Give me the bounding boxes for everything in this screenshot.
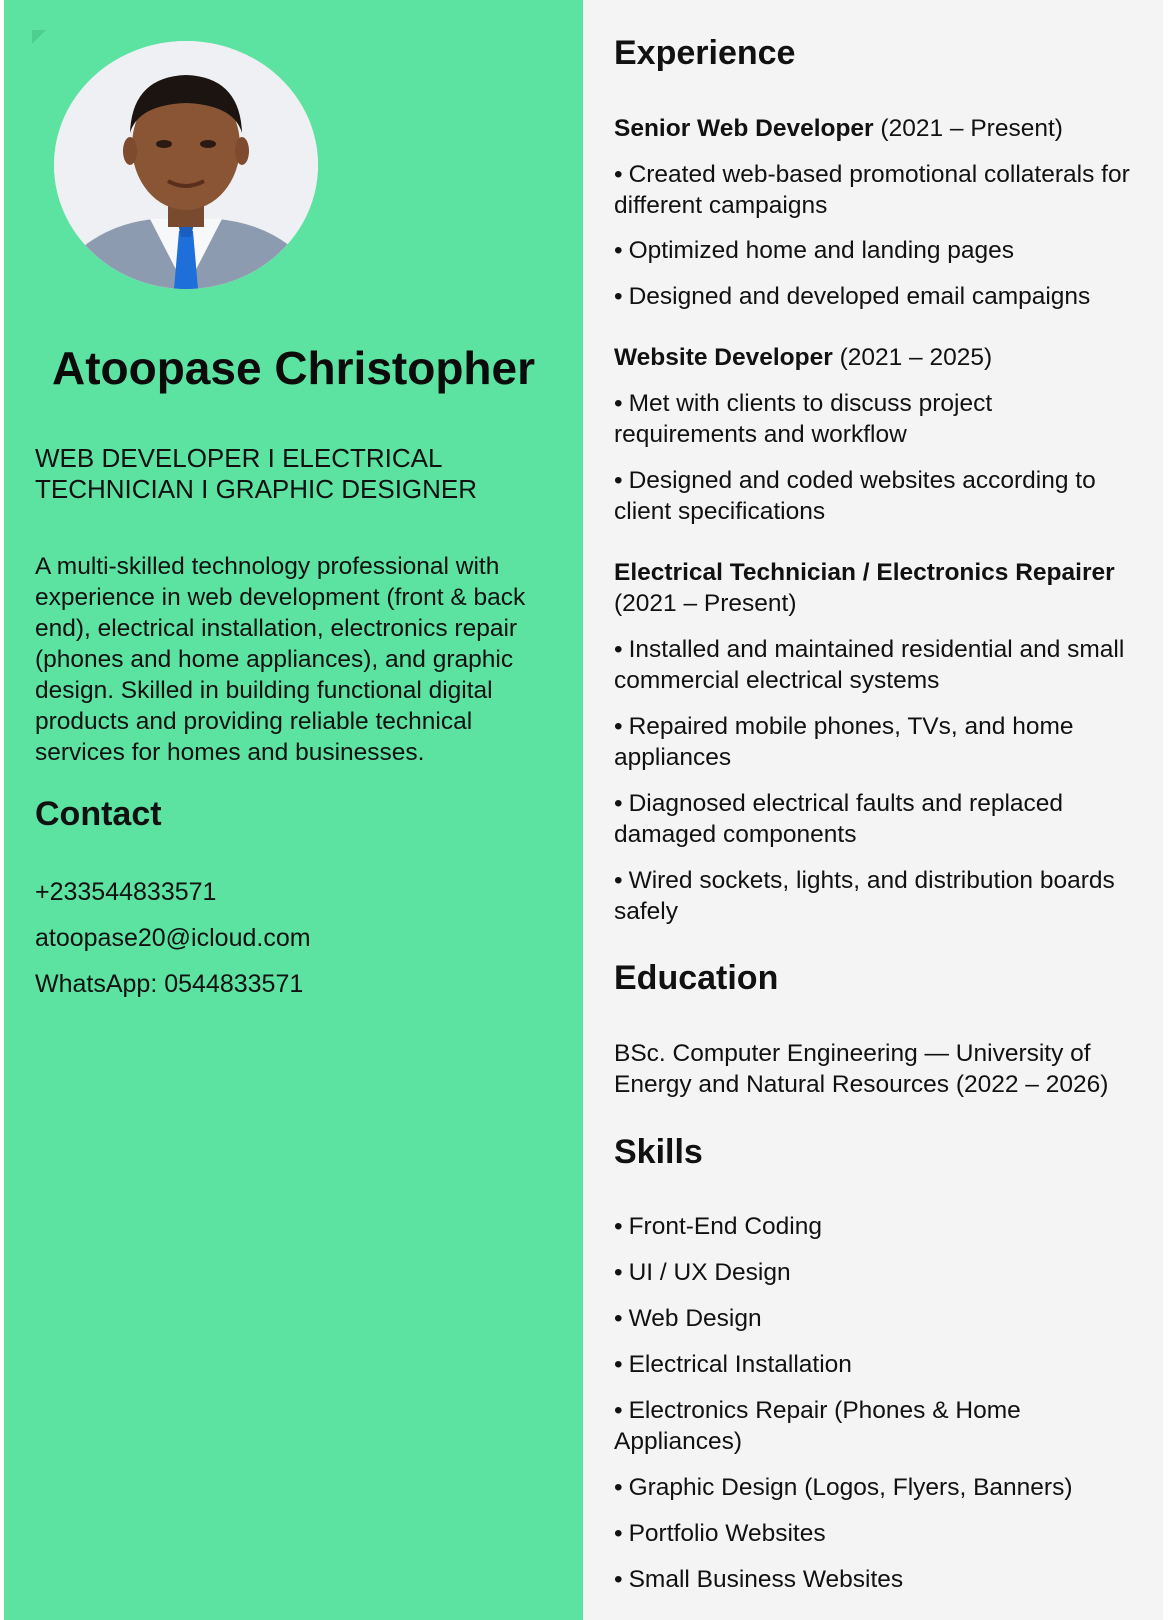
job-bullet: • Met with clients to discuss project requirements and workflow — [614, 390, 993, 448]
job-role: Senior Web Developer — [614, 115, 874, 142]
contact-email[interactable]: atoopase20@icloud.com — [35, 924, 311, 952]
contact-heading: Contact — [35, 795, 162, 833]
job-bullet: • Designed and developed email campaigns — [614, 283, 1091, 310]
skill-item: • Graphic Design (Logos, Flyers, Banners) — [614, 1474, 1073, 1501]
job-title — [614, 113, 1134, 144]
candidate-name: Atoopase Christopher — [51, 342, 536, 394]
job-bullet: • Installed and maintained residential and small commercial electrical systems — [614, 636, 1125, 694]
job-role: Website Developer — [614, 344, 833, 371]
skill-item: • Electronics Repair (Phones & Home Appliances) — [614, 1397, 1021, 1455]
skill-item: • UI / UX Design — [614, 1259, 791, 1286]
job-bullet: • Designed and coded websites according to client specifications — [614, 467, 1096, 525]
skill-item: • Small Business Websites — [614, 1566, 904, 1593]
skill-item: • Front-End Coding — [614, 1213, 822, 1240]
job-period: (2021 – Present) — [614, 590, 797, 617]
skill-item: • Portfolio Websites — [614, 1520, 826, 1547]
profile-summary: A multi-skilled technology professional with experience in web development (front & back end), electrical installation, electronics repair (phones and home appliances), and graphic design. Skilled in building functional digital products and providing reliable technical services for homes and businesses. — [35, 553, 526, 766]
skill-item: • Web Design — [614, 1305, 762, 1332]
portrait-illustration — [54, 41, 318, 289]
skill-item: • Electrical Installation — [614, 1351, 852, 1378]
contact-whatsapp[interactable]: WhatsApp: 0544833571 — [35, 970, 304, 998]
job-period: (2021 – Present) — [880, 115, 1063, 142]
experience-heading: Experience — [614, 34, 796, 72]
job-bullet: • Repaired mobile phones, TVs, and home appliances — [614, 713, 1074, 771]
job-role: Electrical Technician / Electronics Repairer — [614, 559, 1115, 586]
skills-heading: Skills — [614, 1133, 703, 1171]
job-title — [614, 342, 1134, 373]
job-bullet: • Optimized home and landing pages — [614, 237, 1015, 264]
job-period: (2021 – 2025) — [839, 344, 993, 371]
job-bullet: • Created web-based promotional collaterals for different campaigns — [614, 161, 1130, 219]
job-bullet: • Diagnosed electrical faults and replaced damaged components — [614, 790, 1064, 848]
profile-photo — [54, 41, 318, 289]
contact-phone[interactable]: +233544833571 — [35, 878, 217, 906]
job-title — [614, 557, 1134, 619]
job-bullet: • Wired sockets, lights, and distribution boards safely — [614, 867, 1115, 925]
contact-list — [35, 877, 311, 1015]
education-heading: Education — [614, 959, 779, 997]
education-entry: BSc. Computer Engineering — University of Energy and Natural Resources (2022 – 2026) — [614, 1040, 1109, 1098]
corner-mark — [32, 30, 46, 44]
role-title: WEB DEVELOPER I ELECTRICAL TECHNICIAN I GRAPHIC DESIGNER — [35, 443, 478, 504]
